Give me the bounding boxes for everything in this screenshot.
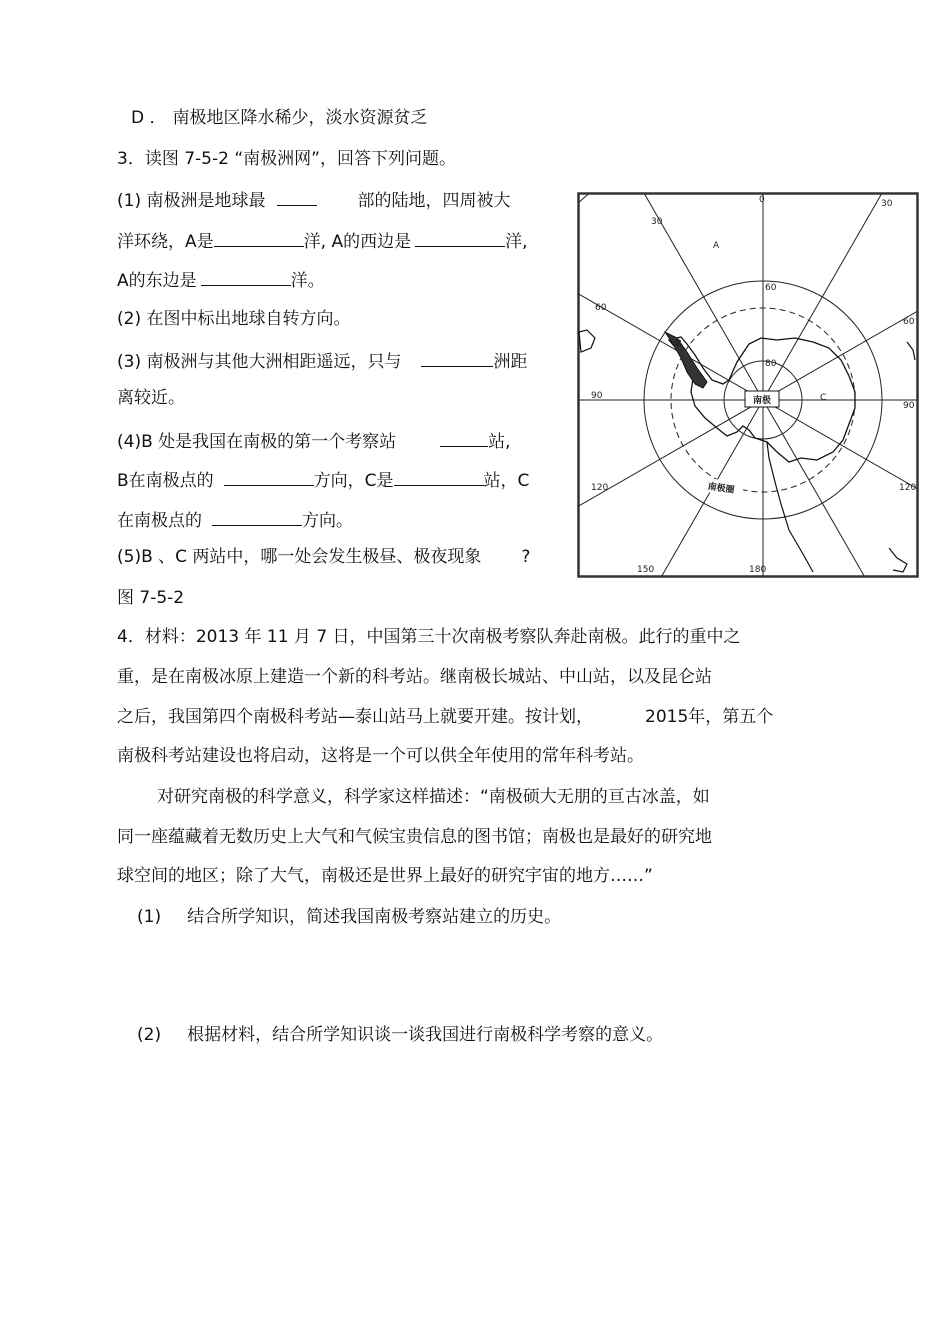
figure-caption: 图 7-5-2 [117, 588, 185, 608]
q4-line3-a: 之后，我国第四个南极科考站—泰山站马上就要开建。按计划， [117, 707, 593, 727]
q3-p1-text-g: 洋。 [290, 271, 325, 291]
q4-line3 [117, 706, 773, 728]
q3-p1-text-c: 洋环绕，A是 [117, 232, 214, 252]
lon-label-90e: 90 [903, 401, 915, 411]
q4-line3-b: 2015年，第五个 [645, 707, 774, 727]
antarctica-map [577, 192, 919, 578]
q3-p4-text-c: B在南极点的 [117, 471, 214, 491]
lon-label-30e: 30 [881, 199, 893, 209]
q3-p1-text-b: 部的陆地，四周被大 [357, 191, 511, 211]
q3-part2: (2) 在图中标出地球自转方向。 [117, 309, 351, 329]
option-d-label: D ． [131, 108, 167, 128]
antarctic-circle-label: 南极圈 [706, 482, 736, 496]
q3-p1-text-a: (1) 南极洲是地球最 [117, 191, 266, 211]
q3-part3-line2: 离较近。 [117, 388, 185, 408]
answer-blank[interactable] [394, 467, 484, 486]
q3-part3-line1 [117, 348, 527, 373]
answer-blank[interactable] [421, 348, 493, 367]
answer-blank[interactable] [440, 428, 488, 447]
q3-p3-text-a: (3) 南极洲与其他大洲相距遥远，只与 [117, 352, 402, 372]
option-d-text: 南极地区降水稀少，淡水资源贫乏 [172, 108, 428, 128]
answer-blank[interactable] [415, 228, 505, 247]
lon-label-60e: 60 [903, 317, 915, 327]
answer-blank[interactable] [214, 228, 304, 247]
answer-blank[interactable] [212, 507, 302, 526]
lon-label-30w: 30 [651, 217, 663, 227]
q4-sub1-text: 结合所学知识，简述我国南极考察站建立的历史。 [187, 907, 562, 927]
q3-p5-text: (5)B 、C 两站中，哪一处会发生极昼、极夜现象 [117, 547, 482, 567]
q3-part4-line3 [117, 507, 353, 532]
lon-label-120e: 120 [899, 483, 917, 493]
point-a-label: A [713, 241, 720, 251]
q4-line4: 南极科考站建设也将启动，这将是一个可以供全年使用的常年科考站。 [117, 746, 644, 766]
q3-p1-text-e: 洋, [505, 232, 528, 252]
q3-p4-text-a: (4)B 处是我国在南极的第一个考察站 [117, 432, 397, 452]
q4-line2: 重，是在南极冰原上建造一个新的科考站。继南极长城站、中山站，以及昆仑站 [117, 667, 712, 687]
q3-part1-line3 [117, 267, 325, 292]
q3-title: 3．读图 7-5-2 “南极洲网”，回答下列问题。 [117, 149, 456, 169]
q4-line5: 对研究南极的科学意义，科学家这样描述：“南极硕大无朋的亘古冰盖，如 [157, 787, 710, 807]
option-d [131, 107, 428, 129]
lon-label-120w: 120 [591, 483, 609, 493]
lat-label-60: 60 [765, 283, 777, 293]
q3-p4-text-b: 站, [488, 432, 511, 452]
q3-p3-text-b: 洲距 [493, 352, 528, 372]
lon-label-0: 0 [759, 195, 765, 205]
lon-label-60w: 60 [595, 303, 607, 313]
q3-part5 [117, 546, 530, 568]
q4-sub1-number: (1) [137, 907, 162, 927]
answer-blank[interactable] [277, 187, 317, 206]
south-pole-label: 南极 [752, 396, 772, 406]
q4-sub1 [137, 906, 561, 928]
answer-blank[interactable] [224, 467, 314, 486]
lat-label-80: 80 [765, 359, 777, 369]
q3-p1-text-d: 洋, A的西边是 [303, 232, 412, 252]
q3-p4-text-g: 方向。 [302, 511, 353, 531]
lon-label-180: 180 [749, 565, 767, 575]
q4-sub2-number: (2) [137, 1025, 162, 1045]
q4-line6: 同一座蕴藏着无数历史上大气和气候宝贵信息的图书馆；南极也是最好的研究地 [117, 827, 712, 847]
point-c-label: C [820, 393, 827, 403]
q4-line7: 球空间的地区；除了大气，南极还是世界上最好的研究宇宙的地方……” [117, 866, 653, 886]
q3-part1-line1 [117, 187, 510, 212]
antarctica-map-svg [577, 192, 919, 578]
q4-line1: 4．材料：2013 年 11 月 7 日，中国第三十次南极考察队奔赴南极。此行的重中之 [117, 627, 741, 647]
point-b-label: B [675, 339, 682, 349]
q3-p5-qmark: ? [521, 547, 531, 567]
q3-p1-text-f: A的东边是 [117, 271, 197, 291]
map-frame [579, 194, 918, 577]
q3-part1-line2 [117, 228, 527, 253]
lon-label-90w: 90 [591, 391, 603, 401]
q3-p4-text-e: 站，C [483, 471, 530, 491]
q3-p4-text-f: 在南极点的 [117, 511, 202, 531]
q4-sub2 [137, 1024, 663, 1046]
q3-p4-text-d: 方向，C是 [313, 471, 394, 491]
q3-part4-line2 [117, 467, 529, 492]
answer-blank[interactable] [201, 267, 291, 286]
q4-sub2-text: 根据材料，结合所学知识谈一谈我国进行南极科学考察的意义。 [187, 1025, 664, 1045]
q3-part4-line1 [117, 428, 511, 453]
lon-label-150: 150 [637, 565, 655, 575]
